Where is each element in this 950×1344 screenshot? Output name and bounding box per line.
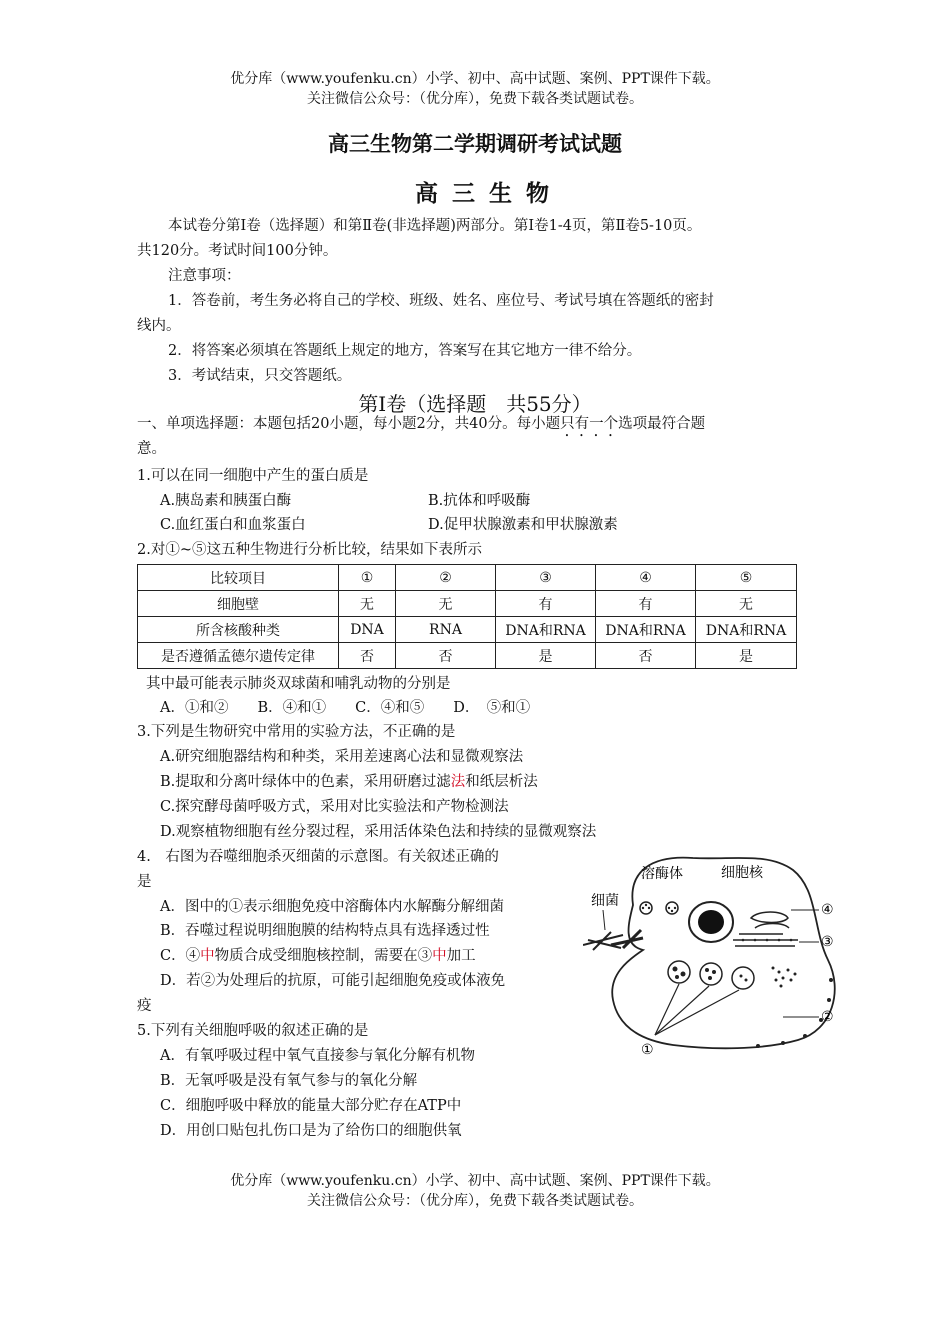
marker-3: ③ xyxy=(821,934,834,950)
table-cell: 无 xyxy=(339,591,396,617)
q1-stem: 1.可以在同一细胞中产生的蛋白质是 xyxy=(137,468,369,484)
pointer-line-1a xyxy=(655,984,679,1035)
q3-option-c: C.探究酵母菌呼吸方式，采用对比实验法和产物检测法 xyxy=(160,799,509,815)
page-title: 高三生物第二学期调研考试试题 xyxy=(328,132,622,156)
q4-option-b: B．吞噬过程说明细胞膜的结构特点具有选择透过性 xyxy=(160,923,490,939)
bacterium-engulfed xyxy=(611,930,643,948)
table-row xyxy=(138,565,797,591)
table-cell: 有 xyxy=(496,591,596,617)
phagocyte-diagram xyxy=(583,850,848,1065)
table-cell: DNA xyxy=(339,617,396,643)
marker-2: ② xyxy=(821,1009,834,1025)
table-row xyxy=(138,617,797,643)
table-row xyxy=(138,643,797,669)
header-line-2: 关注微信公众号：（优分库），免费下载各类试题试卷。 xyxy=(307,91,643,107)
q5-option-d: D．用创口贴包扎伤口是为了给伤口的细胞供氧 xyxy=(160,1123,462,1139)
q2-options: A．①和② B．④和① C．④和⑤ D． ⑤和① xyxy=(160,700,531,716)
table-cell: 比较项目 xyxy=(138,565,339,591)
q4-option-d-2: 疫 xyxy=(137,998,152,1014)
header-line-1: 优分库（www.youfenku.cn）小学、初中、高中试题、案例、PPT课件下载。 xyxy=(230,71,720,87)
lysosome xyxy=(666,902,678,914)
q5-option-b: B．无氧呼吸是没有氧气参与的氧化分解 xyxy=(160,1073,418,1089)
lysosome xyxy=(640,902,652,914)
q4-option-d-1: D．若②为处理后的抗原，可能引起细胞免疫或体液免 xyxy=(160,973,506,989)
phagolysosome xyxy=(732,967,754,989)
table-cell: ④ xyxy=(596,565,696,591)
notice-1a: 1．答卷前，考生务必将自己的学校、班级、姓名、座位号、考试号填在答题纸的密封 xyxy=(168,293,714,309)
table-cell: 否 xyxy=(596,643,696,669)
subtitle: 高三生物 xyxy=(415,181,563,207)
table-cell: 所含核酸种类 xyxy=(138,617,339,643)
notice-2: 2．将答案必须填在答题纸上规定的地方，答案写在其它地方一律不给分。 xyxy=(168,343,642,359)
phagolysosome xyxy=(668,961,690,983)
q3-stem: 3.下列是生物研究中常用的实验方法，不正确的是 xyxy=(137,724,456,740)
marker-1: ① xyxy=(641,1042,654,1058)
table-row xyxy=(138,591,797,617)
table-cell: 细胞壁 xyxy=(138,591,339,617)
marker-4: ④ xyxy=(821,902,834,918)
label-lysosome: 溶酶体 xyxy=(641,866,683,882)
table-cell: RNA xyxy=(396,617,496,643)
table-cell: 有 xyxy=(596,591,696,617)
q1-option-b: B.抗体和呼吸酶 xyxy=(428,493,531,509)
table-cell: 是 xyxy=(696,643,797,669)
q4-stem-2: 是 xyxy=(137,874,152,890)
notice-1b: 线内。 xyxy=(137,318,181,334)
q1-option-c: C.血红蛋白和血浆蛋白 xyxy=(160,517,306,533)
table-cell: ② xyxy=(396,565,496,591)
q4-option-a: A．图中的①表示细胞免疫中溶酶体内水解酶分解细菌 xyxy=(160,899,504,915)
table-cell: DNA和RNA xyxy=(496,617,596,643)
table-cell: 无 xyxy=(696,591,797,617)
comparison-table xyxy=(137,564,797,669)
footer-line-1: 优分库（www.youfenku.cn）小学、初中、高中试题、案例、PPT课件下载。 xyxy=(230,1173,720,1189)
phagolysosome xyxy=(700,963,722,985)
q4-stem-1: 4. 右图为吞噬细胞杀灭细菌的示意图。有关叙述正确的 xyxy=(137,849,499,865)
q5-option-a: A．有氧呼吸过程中氧气直接参与氧化分解有机物 xyxy=(160,1048,475,1064)
notice-title: 注意事项： xyxy=(168,268,241,284)
table-cell: DNA和RNA xyxy=(596,617,696,643)
q4-option-c: C．④中物质合成受细胞核控制，需要在③中加工 xyxy=(160,948,476,964)
intro-line-2: 共120分。考试时间100分钟。 xyxy=(137,243,338,259)
table-cell: 是否遵循孟德尔遗传定律 xyxy=(138,643,339,669)
section-instructions: 一、单项选择题：本题包括20小题，每小题2分，共40分。每小题只有一个选项最符合题 xyxy=(137,416,706,432)
q3-option-b: B.提取和分离叶绿体中的色素，采用研磨过滤法和纸层析法 xyxy=(160,774,538,790)
table-cell: DNA和RNA xyxy=(696,617,797,643)
section-heading: 第Ⅰ卷（选择题 共55分） xyxy=(358,392,592,416)
q3-option-a: A.研究细胞器结构和种类，采用差速离心法和显微观察法 xyxy=(160,749,524,765)
footer-line-2: 关注微信公众号：（优分库），免费下载各类试题试卷。 xyxy=(307,1193,643,1209)
table-cell: 是 xyxy=(496,643,596,669)
table-cell: 否 xyxy=(339,643,396,669)
emphasis-only-one: 只有一个 xyxy=(560,416,619,432)
nucleolus xyxy=(698,910,724,934)
table-cell: ① xyxy=(339,565,396,591)
q1-option-a: A.胰岛素和胰蛋白酶 xyxy=(160,493,292,509)
antigen-fragments xyxy=(772,967,797,988)
intro-line-1: 本试卷分第Ⅰ卷（选择题）和第Ⅱ卷(非选择题)两部分。第Ⅰ卷1-4页，第Ⅱ卷5-10页。 xyxy=(168,218,702,234)
q5-stem: 5.下列有关细胞呼吸的叙述正确的是 xyxy=(137,1023,369,1039)
q5-option-c: C．细胞呼吸中释放的能量大部分贮存在ATP中 xyxy=(160,1098,462,1114)
cell-membrane xyxy=(612,858,835,1049)
golgi-apparatus xyxy=(751,912,788,923)
bacterium xyxy=(583,932,623,950)
label-nucleus: 细胞核 xyxy=(721,865,763,881)
table-cell: ③ xyxy=(496,565,596,591)
table-cell: ⑤ xyxy=(696,565,797,591)
table-cell: 无 xyxy=(396,591,496,617)
q2-question: 其中最可能表示肺炎双球菌和哺乳动物的分别是 xyxy=(146,676,451,692)
q2-stem: 2.对①~⑤这五种生物进行分析比较，结果如下表所示 xyxy=(137,542,482,558)
notice-3: 3．考试结束，只交答题纸。 xyxy=(168,368,352,384)
table-cell: 否 xyxy=(396,643,496,669)
q1-option-d: D.促甲状腺激素和甲状腺激素 xyxy=(428,517,618,533)
q3-option-d: D.观察植物细胞有丝分裂过程，采用活体染色法和持续的显微观察法 xyxy=(160,824,597,840)
label-bacteria: 细菌 xyxy=(591,893,619,909)
section-instructions-end: 意。 xyxy=(137,441,166,457)
